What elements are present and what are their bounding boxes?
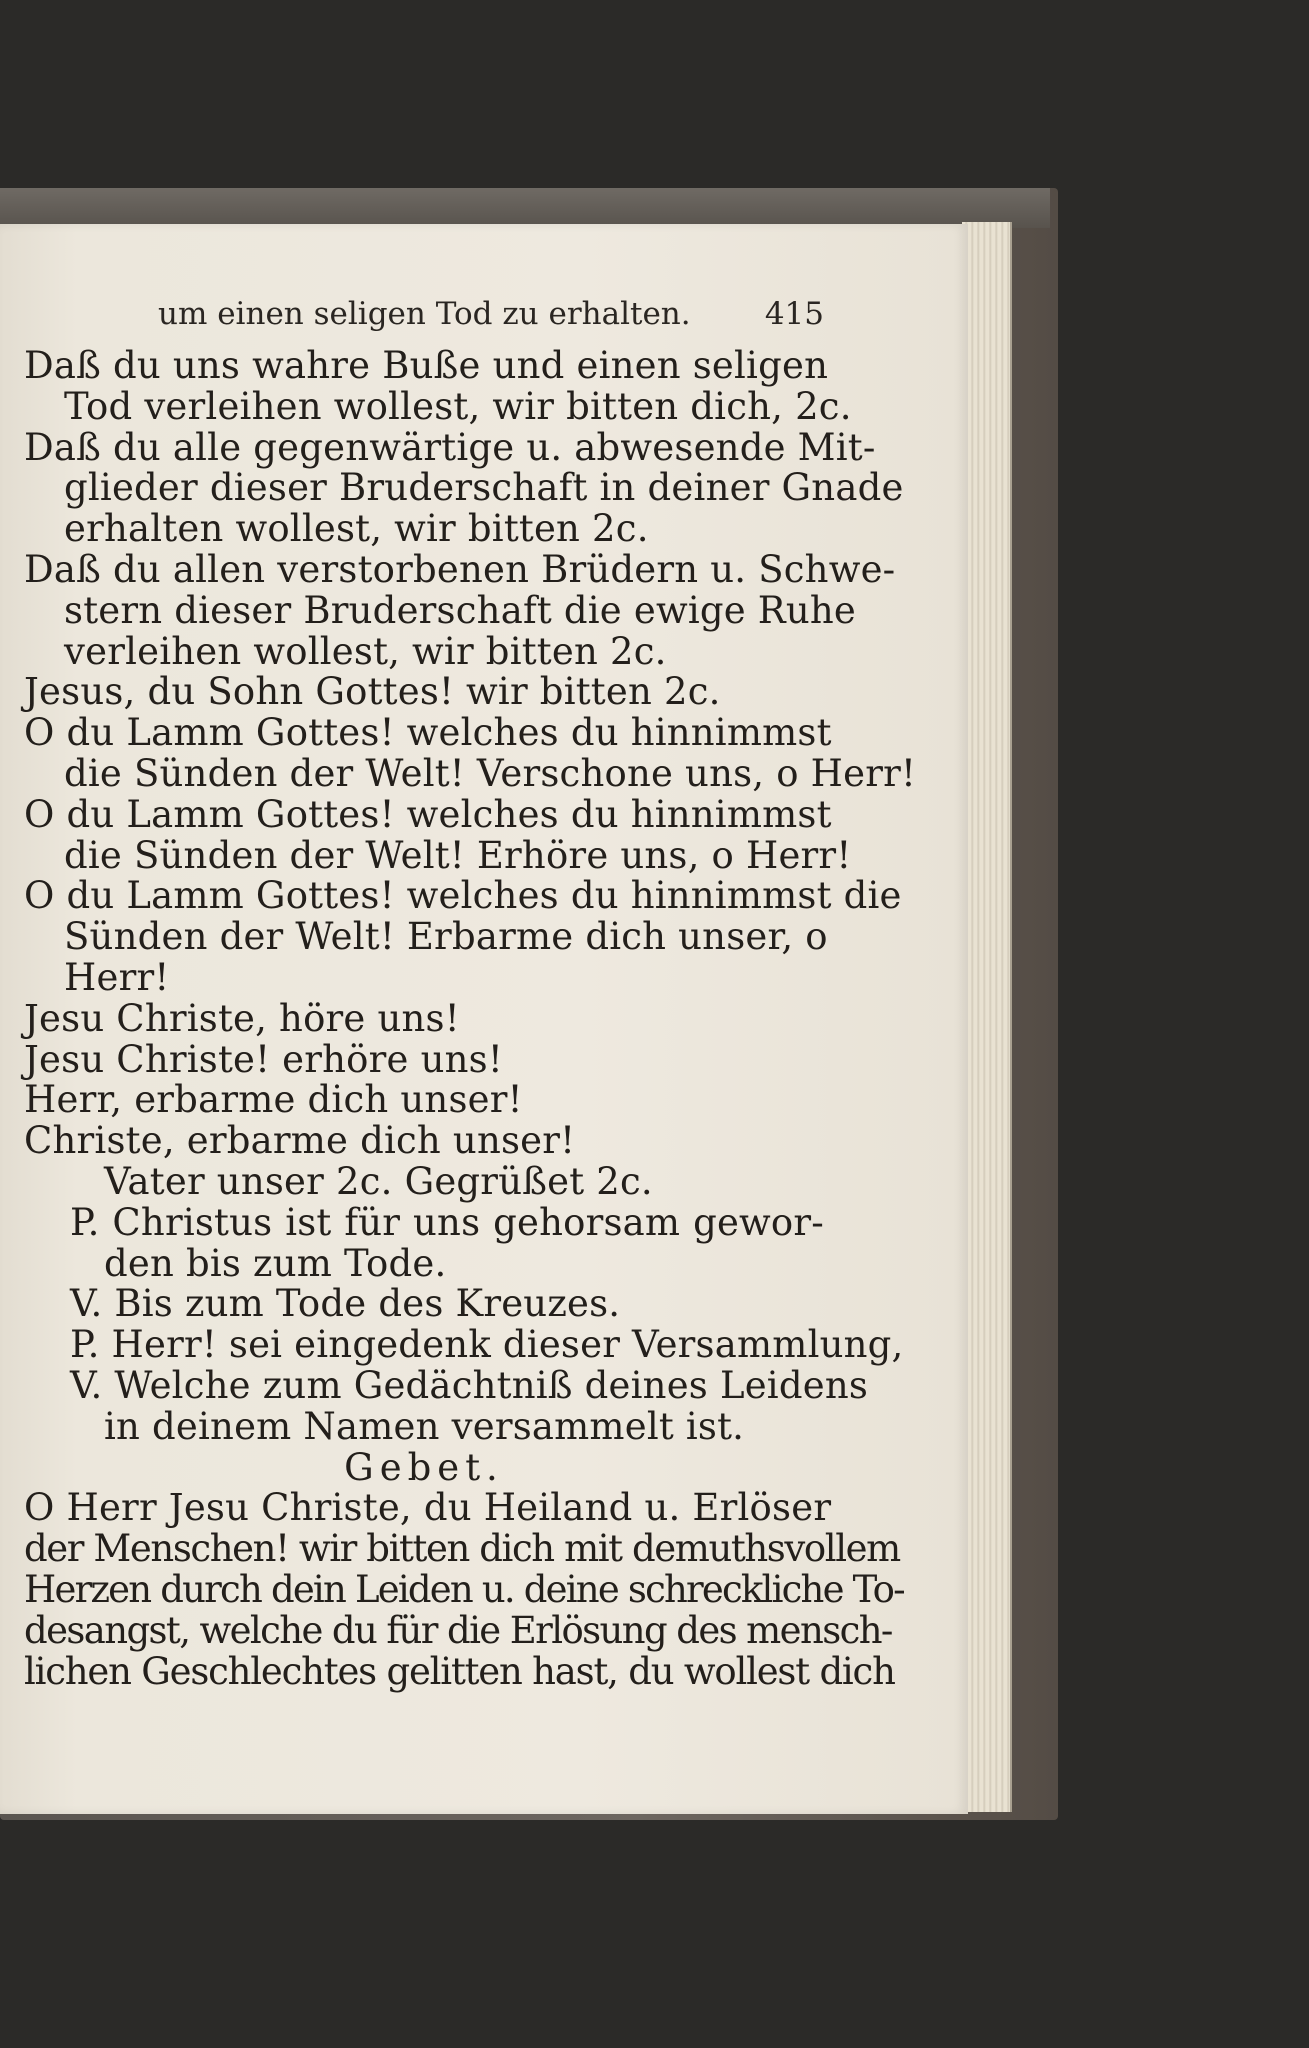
text-line: stern dieser Bruderschaft die ewige Ruhe	[64, 588, 857, 632]
text-line: glieder dieser Bruderschaft in deiner Gnade	[64, 466, 904, 510]
text-line: erhalten wollest, wir bitten 2c.	[64, 507, 649, 551]
text-line: den bis zum Tode.	[104, 1241, 447, 1285]
text-line: Herzen durch dein Leiden u. deine schreckliche To-	[24, 1567, 904, 1611]
text-line: O Herr Jesu Christe, du Heiland u. Erlöser	[24, 1486, 832, 1530]
text-line: Vater unser 2c. Gegrüßet 2c.	[104, 1159, 653, 1203]
text-line: Daß du allen verstorbenen Brüdern u. Schwe-	[24, 547, 896, 591]
text-line: Jesu Christe, höre uns!	[24, 996, 460, 1040]
running-title: um einen seligen Tod zu erhalten.	[158, 296, 691, 332]
text-line: O du Lamm Gottes! welches du hinnimmst	[24, 792, 832, 836]
text-line: Christe, erbarme dich unser!	[24, 1119, 576, 1163]
text-line: der Menschen! wir bitten dich mit demuthsvollem	[24, 1527, 900, 1571]
text-line: Sünden der Welt! Erbarme dich unser, o	[64, 915, 828, 959]
text-line: lichen Geschlechtes gelitten hast, du wollest dich	[24, 1649, 895, 1693]
page-number: 415	[764, 296, 824, 332]
page-body	[24, 344, 917, 1693]
text-line: Jesus, du Sohn Gottes! wir bitten 2c.	[24, 670, 721, 714]
page-edges	[962, 222, 1012, 1812]
text-line: in deinem Namen versammelt ist.	[104, 1404, 745, 1448]
text-line: verleihen wollest, wir bitten 2c.	[64, 629, 667, 673]
text-line: V. Bis zum Tode des Kreuzes.	[70, 1282, 621, 1326]
text-line: Herr, erbarme dich unser!	[24, 1078, 523, 1122]
text-line: O du Lamm Gottes! welches du hinnimmst	[24, 711, 832, 755]
running-header	[158, 296, 824, 336]
text-line: P. Christus ist für uns gehorsam gewor-	[70, 1200, 824, 1244]
text-line: Tod verleihen wollest, wir bitten dich, 2c.	[64, 384, 852, 428]
text-line: V. Welche zum Gedächtniß deines Leidens	[70, 1363, 869, 1407]
text-line: Daß du uns wahre Buße und einen seligen	[24, 344, 829, 387]
book-cover-top-edge	[0, 188, 1050, 228]
section-heading: Gebet.	[344, 1445, 504, 1489]
text-line: P. Herr! sei eingedenk dieser Versammlung,	[70, 1323, 904, 1367]
text-line: Daß du alle gegenwärtige u. abwesende Mit-	[24, 425, 876, 469]
text-line: Jesu Christe! erhöre uns!	[24, 1037, 503, 1081]
text-line: Herr!	[64, 955, 170, 999]
text-line: O du Lamm Gottes! welches du hinnimmst die	[24, 874, 902, 918]
text-line: die Sünden der Welt! Erhöre uns, o Herr!	[64, 833, 852, 877]
text-line: die Sünden der Welt! Verschone uns, o Herr!	[64, 751, 917, 795]
text-line: desangst, welche du für die Erlösung des mensch-	[24, 1608, 892, 1652]
